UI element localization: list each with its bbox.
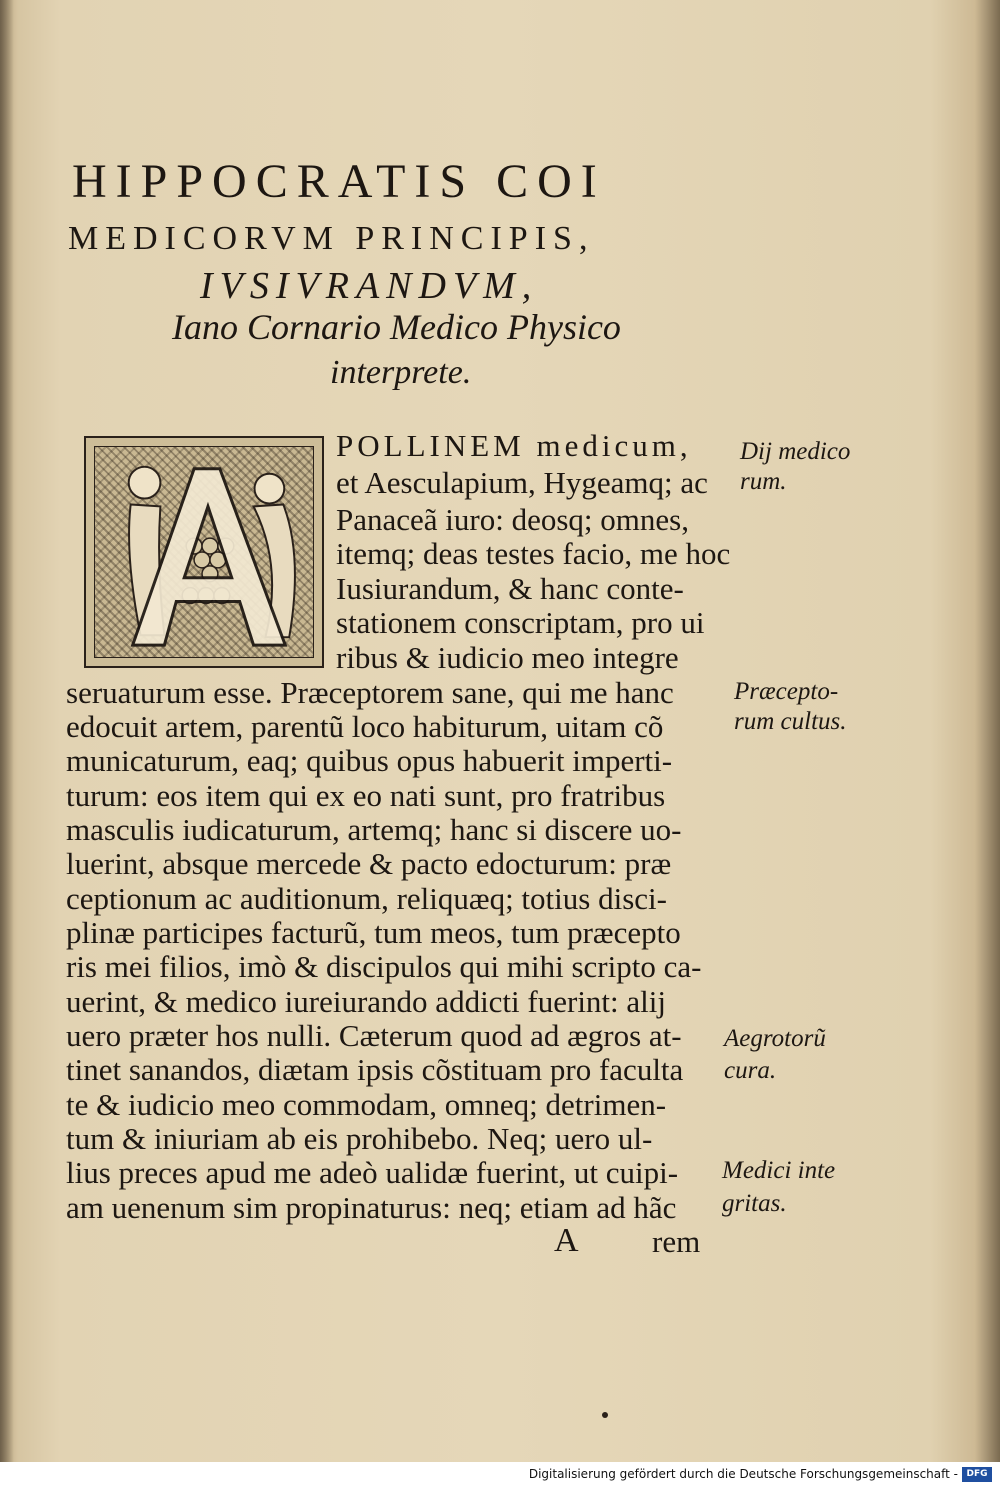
gutter-shadow xyxy=(0,0,14,1462)
text-line: municaturum, eaq; quibus opus habuerit imperti- xyxy=(66,743,673,778)
title-line-2: MEDICORVM PRINCIPIS, xyxy=(68,220,595,257)
text-line: uerint, & medico iureiurando addicti fuerint: alij xyxy=(66,984,667,1019)
text-line: ceptionum ac auditionum, reliquæq; totius disci- xyxy=(66,881,667,916)
catchword: rem xyxy=(652,1224,701,1259)
decorated-initial xyxy=(84,436,324,668)
text-line: seruaturum esse. Præceptorem sane, qui me hanc xyxy=(66,675,674,710)
title-line-4: Iano Cornario Medico Physico xyxy=(172,307,621,347)
text-line: et Aesculapium, Hygeamq; ac xyxy=(336,465,708,500)
title-line-3: IVSIVRANDVM, xyxy=(200,265,539,307)
margin-note-line: Præcepto- xyxy=(734,678,839,705)
signature-mark: A xyxy=(554,1222,579,1259)
woodcut-illustration xyxy=(94,446,314,658)
text-line: stationem conscriptam, pro ui xyxy=(336,605,705,640)
text-line: Panaceã iuro: deosq; omnes, xyxy=(336,502,689,537)
text-line: uero præter hos nulli. Cæterum quod ad ægros at- xyxy=(66,1018,682,1053)
initial-letter-graphic xyxy=(95,447,313,657)
footer-credit: Digitalisierung gefördert durch die Deutsche Forschungsgemeinschaft - xyxy=(528,1467,958,1481)
margin-note-line: Aegrotorũ xyxy=(724,1025,826,1052)
text-line: edocuit artem, parentũ loco habiturum, uitam cõ xyxy=(66,709,664,744)
text-line: plinæ participes facturũ, tum meos, tum præcepto xyxy=(66,915,681,950)
margin-note-line: Medici inte xyxy=(722,1157,836,1184)
margin-note-line: gritas. xyxy=(722,1190,787,1217)
dfg-logo-icon: DFG xyxy=(962,1467,992,1482)
text-line: luerint, absque mercede & pacto edocturum: præ xyxy=(66,846,672,881)
margin-note-line: rum cultus. xyxy=(734,708,847,735)
text-line: turum: eos item qui ex eo nati sunt, pro fratribus xyxy=(66,778,666,813)
margin-note-line: rum. xyxy=(740,468,787,495)
text-line: ris mei filios, imò & discipulos qui mihi scripto ca- xyxy=(66,949,702,984)
text-line: POLLINEM medicum, xyxy=(336,428,692,463)
text-line: Iusiurandum, & hanc conte- xyxy=(336,571,684,606)
text-line: ribus & iudicio meo integre xyxy=(336,640,679,675)
margin-note-line: Dij medico xyxy=(740,438,851,465)
title-line-1: HIPPOCRATIS COI xyxy=(72,155,606,208)
text-line: masculis iudicaturum, artemq; hanc si discere uo- xyxy=(66,812,682,847)
text-line: tum & iniuriam ab eis prohibebo. Neq; uero ul- xyxy=(66,1121,653,1156)
text-line: am uenenum sim propinaturus: neq; etiam ad hãc xyxy=(66,1190,677,1225)
text-line: tinet sanandos, diætam ipsis cõstituam pro faculta xyxy=(66,1052,684,1087)
margin-note-line: cura. xyxy=(724,1057,777,1084)
footer-bar xyxy=(0,1462,1000,1488)
text-line: te & iudicio meo commodam, omneq; detrimen- xyxy=(66,1087,667,1122)
text-line: itemq; deas testes facio, me hoc xyxy=(336,536,731,571)
ink-speck xyxy=(602,1412,608,1418)
title-line-5: interprete. xyxy=(330,354,472,391)
text-line: lius preces apud me adeò ualidæ fuerint, ut cuipi- xyxy=(66,1155,679,1190)
